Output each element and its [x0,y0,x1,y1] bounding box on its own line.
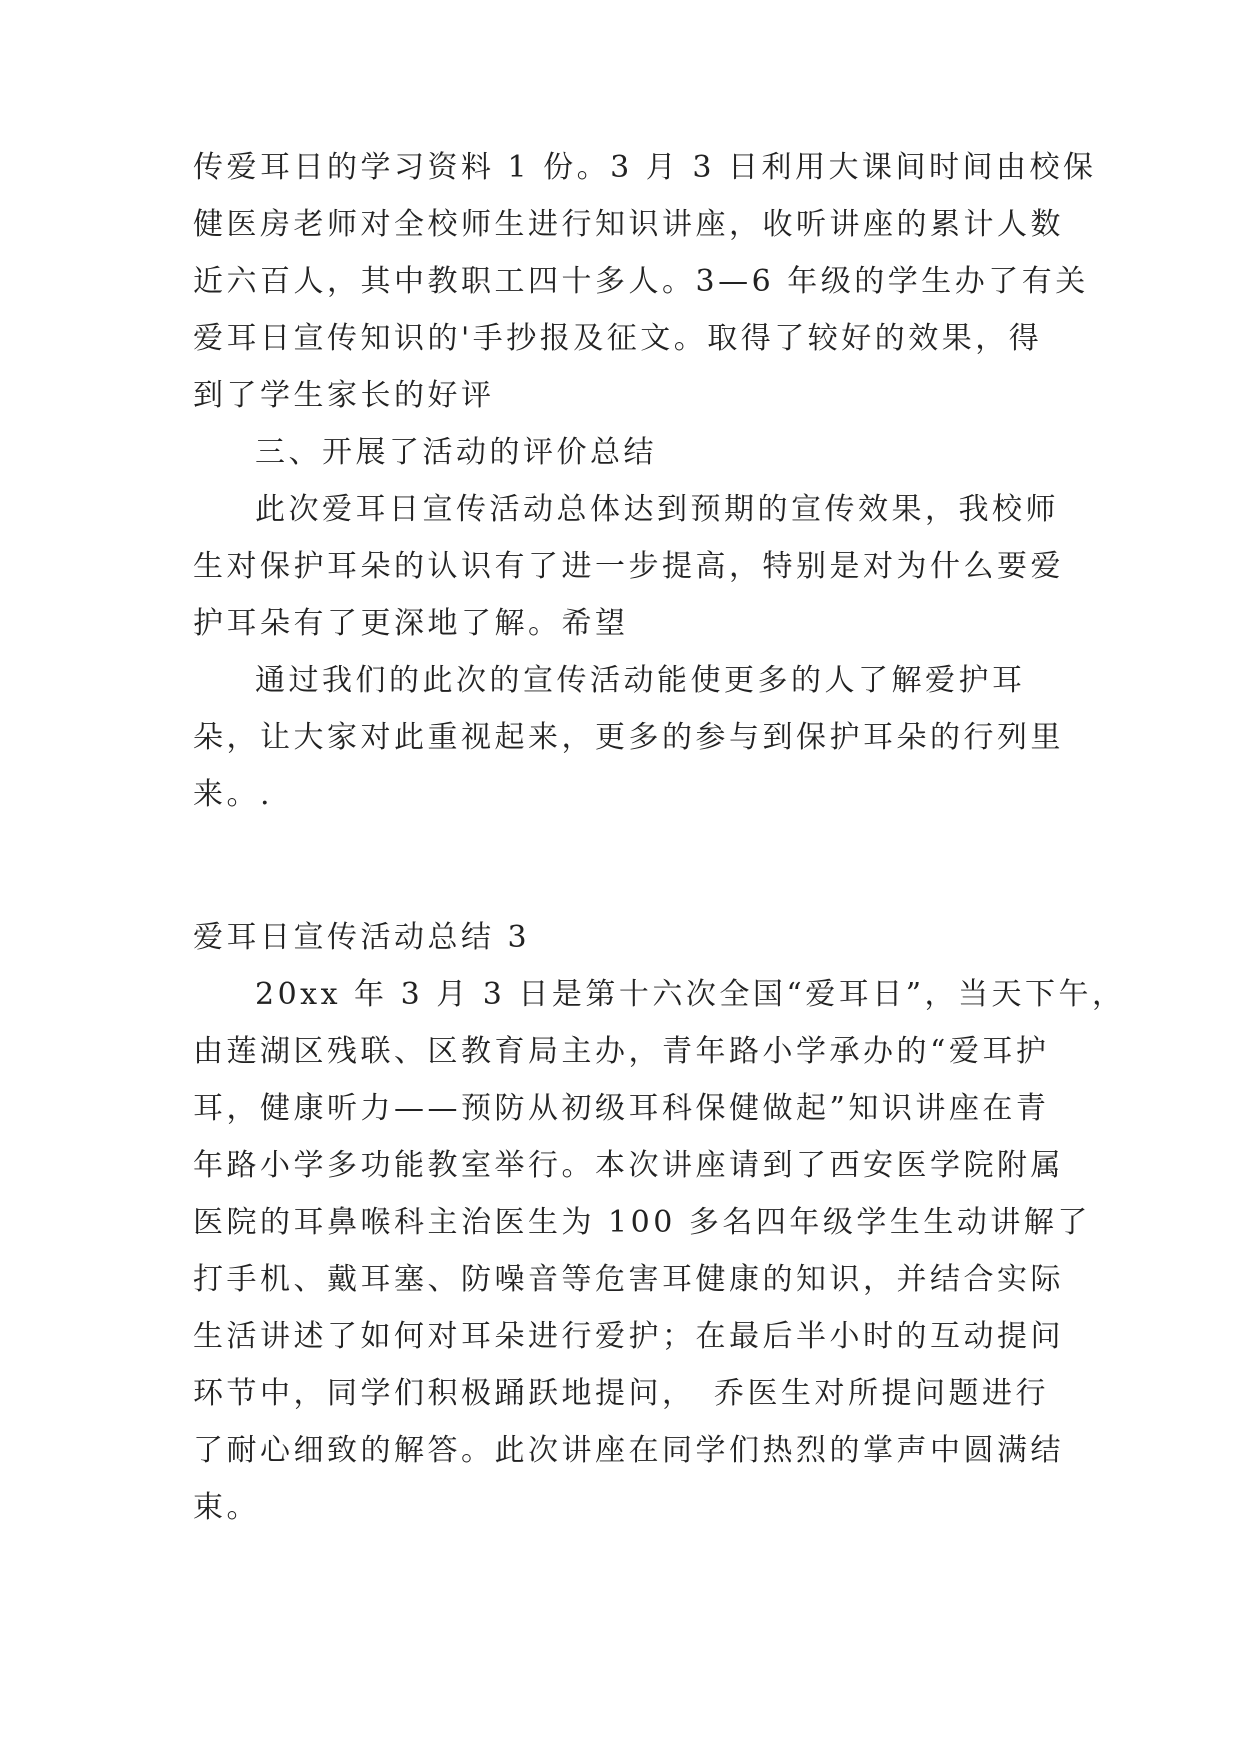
paragraph-line: 环节中，同学们积极踊跃地提问， 乔医生对所提问题进行 [193,1376,1049,1411]
paragraph-line: 护耳朵有了更深地了解。希望 [193,606,629,641]
section-heading: 三、开展了活动的评价总结 [255,435,657,470]
paragraph-line: 传爱耳日的学习资料 1 份。3 月 3 日利用大课间时间由校保 [193,150,1097,185]
paragraph-line: 束。 [193,1490,260,1525]
paragraph-line: 了耐心细致的解答。此次讲座在同学们热烈的掌声中圆满结 [193,1433,1064,1468]
paragraph-line: 到了学生家长的好评 [193,378,495,413]
paragraph-line: 医院的耳鼻喉科主治医生为 100 多名四年级学生生动讲解了 [193,1205,1091,1240]
paragraph-line: 打手机、戴耳塞、防噪音等危害耳健康的知识，并结合实际 [193,1262,1064,1297]
paragraph-line: 近六百人，其中教职工四十多人。3—6 年级的学生办了有关 [193,264,1089,299]
paragraph-line: 生活讲述了如何对耳朵进行爱护；在最后半小时的互动提问 [193,1319,1064,1354]
paragraph-line: 耳，健康听力——预防从初级耳科保健做起”知识讲座在青 [193,1091,1050,1126]
paragraph-line: 来。. [193,777,274,812]
paragraph-line: 健医房老师对全校师生进行知识讲座，收听讲座的累计人数 [193,207,1064,242]
paragraph-line: 年路小学多功能教室举行。本次讲座请到了西安医学院附属 [193,1148,1064,1183]
paragraph-line: 由莲湖区残联、区教育局主办，青年路小学承办的“爱耳护 [193,1034,1050,1069]
paragraph-line: 20xx 年 3 月 3 日是第十六次全国“爱耳日”，当天下午， [255,977,1126,1012]
paragraph-line: 朵，让大家对此重视起来，更多的参与到保护耳朵的行列里 [193,720,1064,755]
paragraph-line: 此次爱耳日宣传活动总体达到预期的宣传效果，我校师 [255,492,1059,527]
document-title: 爱耳日宣传活动总结 3 [193,920,531,955]
paragraph-line: 爱耳日宣传知识的'手抄报及征文。取得了较好的效果，得 [193,321,1043,356]
paragraph-line: 生对保护耳朵的认识有了进一步提高，特别是对为什么要爱 [193,549,1064,584]
paragraph-line: 通过我们的此次的宣传活动能使更多的人了解爱护耳 [255,663,1026,698]
